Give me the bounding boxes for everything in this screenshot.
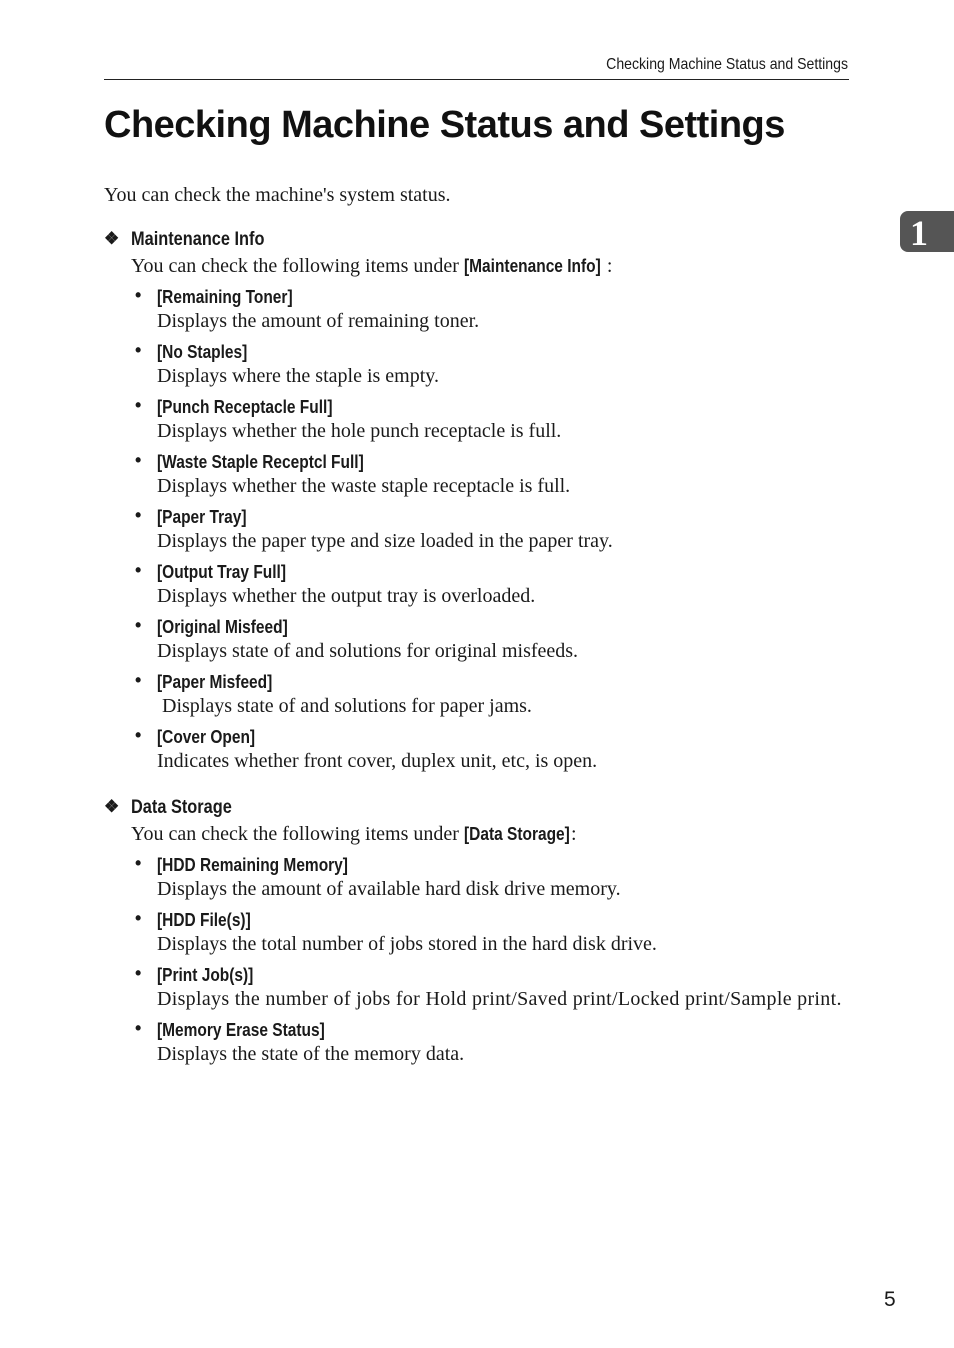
- storage-heading: [104, 797, 849, 821]
- item-title: [HDD Remaining Memory]: [157, 855, 348, 875]
- item-desc: Displays the amount of available hard disk drive memory.: [157, 878, 621, 900]
- list-item: [135, 670, 849, 718]
- list-item: [135, 450, 849, 498]
- maintenance-items: [104, 285, 849, 773]
- maintenance-lead-suffix: :: [606, 255, 613, 277]
- item-desc: Displays whether the waste staple receptacle is full.: [157, 475, 571, 497]
- item-desc: Displays whether the hole punch receptacle is full.: [157, 420, 562, 442]
- maintenance-lead-term: [Maintenance Info]: [463, 256, 601, 276]
- list-item: [135, 505, 849, 553]
- item-title: [Punch Receptacle Full]: [157, 397, 333, 417]
- item-title: [Paper Tray]: [157, 507, 247, 527]
- item-title: [HDD File(s)]: [157, 910, 251, 930]
- page-number: 5: [884, 1288, 896, 1311]
- storage-lead-text: You can check the following items under: [131, 823, 464, 845]
- storage-lead: [131, 821, 849, 847]
- list-item: [135, 725, 849, 773]
- list-item: [135, 615, 849, 663]
- storage-lead-suffix: :: [570, 823, 577, 845]
- list-item: [135, 340, 849, 388]
- diamond-bullet-icon: ❖: [104, 797, 120, 816]
- storage-heading-label: Data Storage: [131, 797, 232, 818]
- item-desc: Displays where the staple is empty.: [157, 365, 439, 387]
- header-rule: [104, 79, 849, 80]
- item-title: [Original Misfeed]: [157, 617, 288, 637]
- storage-section: [104, 797, 849, 1066]
- storage-items: [104, 853, 849, 1066]
- list-item: [135, 285, 849, 333]
- list-item: [135, 395, 849, 443]
- list-item: [135, 560, 849, 608]
- diamond-bullet-icon: ❖: [104, 229, 120, 248]
- item-desc: Displays state of and solutions for paper jams.: [157, 695, 532, 717]
- maintenance-lead-text: You can check the following items under: [131, 255, 464, 277]
- list-item: [135, 853, 849, 901]
- item-title: [Paper Misfeed]: [157, 672, 273, 692]
- bullet-icon: •: [135, 963, 142, 983]
- item-desc: Displays the number of jobs for Hold print/Saved print/Locked print/Sample print.: [157, 988, 842, 1010]
- maintenance-heading: [104, 229, 849, 253]
- bullet-icon: •: [135, 285, 142, 305]
- bullet-icon: •: [135, 1018, 142, 1038]
- item-title: [Output Tray Full]: [157, 562, 286, 582]
- bullet-icon: •: [135, 615, 142, 635]
- item-title: [Cover Open]: [157, 727, 256, 747]
- maintenance-heading-label: Maintenance Info: [131, 229, 265, 250]
- storage-lead-term: [Data Storage]: [463, 824, 570, 844]
- item-desc: Displays state of and solutions for original misfeeds.: [157, 640, 579, 662]
- bullet-icon: •: [135, 340, 142, 360]
- bullet-icon: •: [135, 505, 142, 525]
- chapter-number: 1: [910, 213, 928, 253]
- item-desc: Displays the paper type and size loaded in the paper tray.: [157, 530, 613, 552]
- item-desc: Displays whether the output tray is overloaded.: [157, 585, 536, 607]
- bullet-icon: •: [135, 670, 142, 690]
- item-title: [Memory Erase Status]: [157, 1020, 325, 1040]
- item-desc: Indicates whether front cover, duplex unit, etc, is open.: [157, 750, 598, 772]
- bullet-icon: •: [135, 395, 142, 415]
- bullet-icon: •: [135, 853, 142, 873]
- page-title: Checking Machine Status and Settings: [104, 104, 785, 146]
- list-item: [135, 908, 849, 956]
- bullet-icon: •: [135, 908, 142, 928]
- list-item: [135, 1018, 849, 1066]
- list-item: [135, 963, 849, 1011]
- item-desc: Displays the amount of remaining toner.: [157, 310, 480, 332]
- maintenance-section: [104, 229, 849, 773]
- item-title: [Print Job(s)]: [157, 965, 254, 985]
- running-header: Checking Machine Status and Settings: [606, 56, 848, 73]
- item-desc: Displays the total number of jobs stored in the hard disk drive.: [157, 933, 657, 955]
- bullet-icon: •: [135, 560, 142, 580]
- item-title: [No Staples]: [157, 342, 248, 362]
- item-title: [Remaining Toner]: [157, 287, 293, 307]
- bullet-icon: •: [135, 450, 142, 470]
- intro-text: You can check the machine's system status.: [104, 184, 451, 206]
- item-desc: Displays the state of the memory data.: [157, 1043, 465, 1065]
- item-title: [Waste Staple Receptcl Full]: [157, 452, 364, 472]
- maintenance-lead: [131, 253, 849, 279]
- bullet-icon: •: [135, 725, 142, 745]
- chapter-tab: [900, 211, 954, 252]
